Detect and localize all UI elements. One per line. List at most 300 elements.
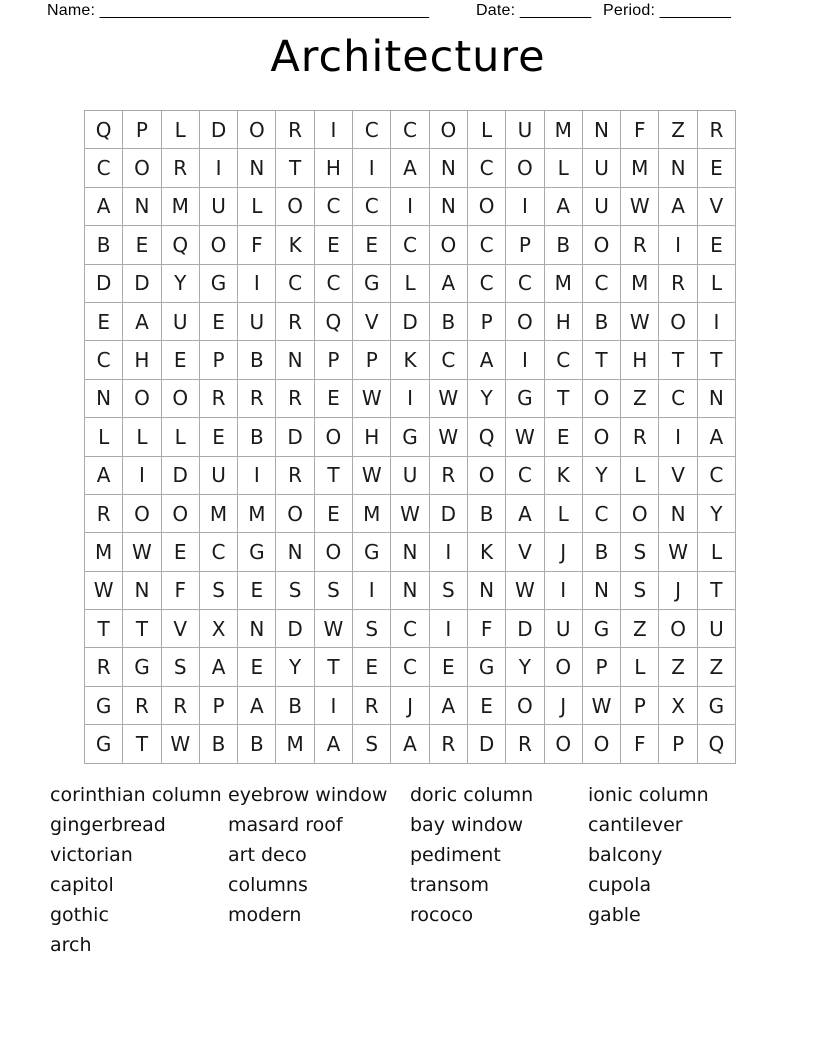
grid-cell: R: [429, 724, 468, 763]
grid-cell: U: [582, 187, 621, 226]
grid-cell: W: [390, 494, 429, 533]
grid-cell: P: [505, 225, 544, 264]
grid-cell: C: [84, 148, 123, 187]
grid-cell: C: [544, 340, 583, 379]
grid-cell: S: [429, 571, 468, 610]
grid-cell: M: [352, 494, 391, 533]
grid-cell: I: [505, 187, 544, 226]
grid-cell: C: [275, 264, 314, 303]
word-list-item: gingerbread: [50, 814, 166, 836]
grid-cell: P: [122, 110, 161, 149]
word-list-item: balcony: [588, 844, 663, 866]
grid-cell: A: [237, 686, 276, 725]
grid-cell: L: [467, 110, 506, 149]
word-list-item: cupola: [588, 874, 652, 896]
grid-cell: D: [199, 110, 238, 149]
grid-cell: R: [199, 379, 238, 418]
word-list-item: transom: [410, 874, 489, 896]
grid-cell: C: [582, 264, 621, 303]
grid-cell: X: [199, 609, 238, 648]
grid-cell: O: [122, 379, 161, 418]
grid-cell: N: [658, 148, 697, 187]
grid-cell: C: [658, 379, 697, 418]
grid-cell: V: [352, 302, 391, 341]
period-label: Period:: [603, 2, 656, 19]
word-list-item: corinthian column: [50, 784, 222, 806]
grid-cell: G: [352, 264, 391, 303]
grid-cell: O: [544, 724, 583, 763]
grid-cell: K: [467, 532, 506, 571]
grid-cell: W: [314, 609, 353, 648]
grid-cell: C: [582, 494, 621, 533]
grid-cell: W: [429, 417, 468, 456]
grid-cell: J: [544, 532, 583, 571]
grid-cell: G: [122, 647, 161, 686]
grid-cell: P: [199, 686, 238, 725]
grid-cell: H: [314, 148, 353, 187]
grid-cell: L: [544, 148, 583, 187]
grid-cell: C: [84, 340, 123, 379]
grid-cell: O: [275, 187, 314, 226]
grid-cell: G: [237, 532, 276, 571]
grid-cell: Y: [275, 647, 314, 686]
word-list-item: eyebrow window: [228, 784, 388, 806]
grid-cell: M: [84, 532, 123, 571]
grid-cell: D: [275, 417, 314, 456]
grid-cell: B: [467, 494, 506, 533]
grid-cell: R: [275, 110, 314, 149]
grid-cell: M: [237, 494, 276, 533]
grid-cell: N: [582, 110, 621, 149]
grid-cell: B: [582, 532, 621, 571]
grid-cell: H: [544, 302, 583, 341]
grid-cell: D: [390, 302, 429, 341]
grid-cell: B: [237, 417, 276, 456]
grid-cell: A: [390, 724, 429, 763]
grid-cell: L: [84, 417, 123, 456]
grid-cell: P: [467, 302, 506, 341]
grid-cell: I: [122, 456, 161, 495]
grid-cell: I: [237, 456, 276, 495]
grid-cell: L: [161, 417, 200, 456]
grid-cell: L: [161, 110, 200, 149]
grid-cell: R: [84, 647, 123, 686]
grid-cell: A: [199, 647, 238, 686]
grid-cell: T: [658, 340, 697, 379]
grid-cell: P: [199, 340, 238, 379]
grid-cell: A: [390, 148, 429, 187]
grid-cell: G: [84, 686, 123, 725]
word-list-item: arch: [50, 934, 92, 956]
grid-cell: E: [429, 647, 468, 686]
grid-cell: M: [199, 494, 238, 533]
grid-cell: Q: [697, 724, 736, 763]
grid-cell: Y: [161, 264, 200, 303]
grid-cell: C: [390, 225, 429, 264]
word-list-item: modern: [228, 904, 302, 926]
grid-cell: R: [620, 225, 659, 264]
grid-cell: O: [429, 225, 468, 264]
grid-cell: G: [390, 417, 429, 456]
grid-cell: T: [582, 340, 621, 379]
grid-cell: W: [620, 187, 659, 226]
grid-cell: O: [314, 532, 353, 571]
grid-cell: U: [544, 609, 583, 648]
grid-cell: C: [505, 456, 544, 495]
grid-cell: B: [582, 302, 621, 341]
grid-cell: U: [199, 456, 238, 495]
grid-cell: S: [620, 571, 659, 610]
grid-cell: E: [199, 417, 238, 456]
word-list-column: [410, 780, 533, 930]
word-list-item: gable: [588, 904, 641, 926]
word-list-item: art deco: [228, 844, 307, 866]
grid-cell: C: [352, 110, 391, 149]
grid-cell: C: [314, 187, 353, 226]
grid-cell: Y: [697, 494, 736, 533]
grid-cell: N: [84, 379, 123, 418]
word-list-item: doric column: [410, 784, 534, 806]
word-list-item: pediment: [410, 844, 501, 866]
period-field: [603, 2, 731, 20]
word-list-column: [50, 780, 222, 960]
grid-cell: C: [429, 340, 468, 379]
grid-cell: J: [658, 571, 697, 610]
grid-cell: I: [314, 686, 353, 725]
grid-cell: T: [122, 724, 161, 763]
grid-cell: E: [122, 225, 161, 264]
word-list-column: [588, 780, 709, 930]
grid-cell: Q: [161, 225, 200, 264]
grid-cell: R: [275, 379, 314, 418]
grid-cell: P: [620, 686, 659, 725]
grid-cell: E: [84, 302, 123, 341]
grid-cell: D: [429, 494, 468, 533]
grid-cell: G: [467, 647, 506, 686]
grid-cell: O: [620, 494, 659, 533]
grid-cell: N: [237, 148, 276, 187]
grid-cell: N: [429, 148, 468, 187]
grid-cell: G: [697, 686, 736, 725]
grid-cell: S: [161, 647, 200, 686]
grid-cell: C: [467, 225, 506, 264]
grid-cell: A: [467, 340, 506, 379]
word-list-column: [228, 780, 387, 930]
grid-cell: O: [505, 148, 544, 187]
grid-cell: A: [658, 187, 697, 226]
grid-cell: R: [237, 379, 276, 418]
grid-cell: T: [84, 609, 123, 648]
grid-cell: R: [429, 456, 468, 495]
grid-cell: G: [582, 609, 621, 648]
grid-cell: U: [390, 456, 429, 495]
grid-cell: G: [352, 532, 391, 571]
grid-cell: C: [199, 532, 238, 571]
grid-cell: A: [697, 417, 736, 456]
grid-cell: W: [620, 302, 659, 341]
grid-cell: A: [429, 686, 468, 725]
grid-cell: W: [84, 571, 123, 610]
grid-cell: C: [390, 647, 429, 686]
grid-cell: R: [352, 686, 391, 725]
grid-cell: W: [582, 686, 621, 725]
grid-cell: O: [161, 494, 200, 533]
grid-cell: R: [697, 110, 736, 149]
grid-cell: L: [237, 187, 276, 226]
grid-cell: W: [505, 417, 544, 456]
grid-cell: T: [122, 609, 161, 648]
grid-cell: U: [199, 187, 238, 226]
grid-cell: W: [658, 532, 697, 571]
grid-cell: D: [275, 609, 314, 648]
name-label: Name:: [47, 2, 96, 19]
grid-cell: R: [505, 724, 544, 763]
grid-cell: O: [467, 187, 506, 226]
grid-cell: V: [505, 532, 544, 571]
grid-cell: T: [314, 456, 353, 495]
grid-cell: S: [199, 571, 238, 610]
grid-cell: O: [314, 417, 353, 456]
grid-cell: A: [84, 187, 123, 226]
word-list-item: masard roof: [228, 814, 343, 836]
grid-cell: O: [122, 148, 161, 187]
grid-cell: C: [467, 148, 506, 187]
grid-cell: F: [620, 110, 659, 149]
grid-cell: N: [275, 340, 314, 379]
grid-cell: V: [697, 187, 736, 226]
grid-cell: M: [544, 110, 583, 149]
grid-cell: L: [697, 264, 736, 303]
grid-cell: E: [697, 225, 736, 264]
grid-cell: U: [237, 302, 276, 341]
grid-cell: M: [620, 148, 659, 187]
grid-cell: H: [122, 340, 161, 379]
grid-cell: N: [582, 571, 621, 610]
grid-cell: P: [314, 340, 353, 379]
grid-cell: R: [275, 456, 314, 495]
grid-cell: A: [505, 494, 544, 533]
grid-cell: Z: [658, 110, 697, 149]
grid-cell: I: [505, 340, 544, 379]
word-list-item: capitol: [50, 874, 114, 896]
word-list-item: columns: [228, 874, 308, 896]
grid-cell: N: [390, 532, 429, 571]
grid-cell: A: [122, 302, 161, 341]
grid-cell: W: [429, 379, 468, 418]
grid-cell: Q: [84, 110, 123, 149]
grid-cell: N: [467, 571, 506, 610]
grid-cell: S: [352, 724, 391, 763]
grid-cell: O: [275, 494, 314, 533]
grid-cell: R: [122, 686, 161, 725]
grid-cell: O: [237, 110, 276, 149]
grid-cell: B: [237, 724, 276, 763]
grid-cell: O: [582, 225, 621, 264]
grid-cell: E: [697, 148, 736, 187]
grid-cell: B: [84, 225, 123, 264]
grid-cell: E: [352, 647, 391, 686]
grid-cell: I: [352, 571, 391, 610]
grid-cell: W: [505, 571, 544, 610]
grid-cell: S: [275, 571, 314, 610]
word-search-grid: [84, 110, 735, 763]
grid-cell: B: [199, 724, 238, 763]
grid-cell: Y: [467, 379, 506, 418]
grid-cell: A: [314, 724, 353, 763]
word-list-item: bay window: [410, 814, 524, 836]
grid-cell: I: [429, 609, 468, 648]
grid-cell: K: [544, 456, 583, 495]
grid-cell: N: [275, 532, 314, 571]
grid-cell: O: [658, 609, 697, 648]
grid-cell: L: [620, 647, 659, 686]
grid-cell: C: [467, 264, 506, 303]
grid-cell: Q: [314, 302, 353, 341]
grid-cell: Y: [582, 456, 621, 495]
grid-cell: G: [84, 724, 123, 763]
grid-cell: E: [237, 571, 276, 610]
grid-cell: N: [658, 494, 697, 533]
grid-cell: U: [697, 609, 736, 648]
grid-cell: T: [544, 379, 583, 418]
grid-cell: H: [352, 417, 391, 456]
grid-cell: L: [620, 456, 659, 495]
grid-cell: C: [505, 264, 544, 303]
grid-cell: D: [161, 456, 200, 495]
grid-cell: X: [658, 686, 697, 725]
grid-cell: I: [697, 302, 736, 341]
grid-cell: W: [161, 724, 200, 763]
grid-cell: G: [199, 264, 238, 303]
grid-cell: Z: [658, 647, 697, 686]
grid-cell: M: [161, 187, 200, 226]
grid-cell: L: [390, 264, 429, 303]
grid-cell: E: [314, 494, 353, 533]
grid-cell: U: [161, 302, 200, 341]
grid-cell: N: [237, 609, 276, 648]
grid-cell: F: [620, 724, 659, 763]
grid-cell: B: [275, 686, 314, 725]
grid-cell: O: [582, 379, 621, 418]
grid-cell: O: [122, 494, 161, 533]
grid-cell: N: [122, 571, 161, 610]
grid-cell: V: [658, 456, 697, 495]
grid-cell: P: [582, 647, 621, 686]
grid-cell: M: [620, 264, 659, 303]
grid-cell: C: [390, 609, 429, 648]
grid-cell: D: [467, 724, 506, 763]
grid-cell: N: [390, 571, 429, 610]
grid-cell: B: [544, 225, 583, 264]
name-blank-line: _____________________________________: [99, 2, 430, 19]
grid-cell: Z: [620, 379, 659, 418]
grid-cell: O: [544, 647, 583, 686]
word-list-item: gothic: [50, 904, 109, 926]
word-list-item: cantilever: [588, 814, 683, 836]
grid-cell: I: [390, 379, 429, 418]
grid-cell: S: [352, 609, 391, 648]
grid-cell: J: [544, 686, 583, 725]
grid-cell: I: [314, 110, 353, 149]
grid-cell: E: [314, 225, 353, 264]
grid-cell: O: [467, 456, 506, 495]
grid-cell: I: [658, 225, 697, 264]
grid-cell: W: [122, 532, 161, 571]
grid-cell: I: [199, 148, 238, 187]
word-list-item: ionic column: [588, 784, 709, 806]
grid-cell: N: [122, 187, 161, 226]
grid-cell: A: [84, 456, 123, 495]
grid-cell: W: [352, 379, 391, 418]
grid-cell: A: [429, 264, 468, 303]
grid-cell: E: [467, 686, 506, 725]
grid-cell: T: [314, 647, 353, 686]
grid-cell: B: [429, 302, 468, 341]
grid-cell: D: [505, 609, 544, 648]
grid-cell: K: [390, 340, 429, 379]
grid-cell: E: [161, 340, 200, 379]
grid-cell: I: [544, 571, 583, 610]
grid-cell: O: [658, 302, 697, 341]
grid-cell: U: [505, 110, 544, 149]
grid-cell: C: [352, 187, 391, 226]
grid-cell: A: [544, 187, 583, 226]
grid-cell: I: [352, 148, 391, 187]
grid-cell: T: [697, 571, 736, 610]
grid-cell: L: [697, 532, 736, 571]
grid-cell: O: [582, 724, 621, 763]
grid-cell: C: [697, 456, 736, 495]
grid-cell: I: [429, 532, 468, 571]
grid-cell: J: [390, 686, 429, 725]
grid-cell: I: [658, 417, 697, 456]
grid-cell: Q: [467, 417, 506, 456]
grid-cell: E: [161, 532, 200, 571]
grid-cell: O: [161, 379, 200, 418]
grid-cell: F: [237, 225, 276, 264]
period-blank-line: ________: [659, 2, 731, 19]
grid-cell: Z: [620, 609, 659, 648]
grid-cell: O: [582, 417, 621, 456]
grid-cell: E: [314, 379, 353, 418]
grid-cell: W: [352, 456, 391, 495]
grid-cell: V: [161, 609, 200, 648]
grid-cell: C: [314, 264, 353, 303]
grid-cell: E: [352, 225, 391, 264]
grid-cell: I: [390, 187, 429, 226]
grid-cell: R: [161, 686, 200, 725]
grid-cell: P: [352, 340, 391, 379]
grid-cell: R: [161, 148, 200, 187]
grid-cell: U: [582, 148, 621, 187]
grid-cell: G: [505, 379, 544, 418]
grid-cell: T: [697, 340, 736, 379]
word-list-item: rococo: [410, 904, 474, 926]
grid-cell: E: [199, 302, 238, 341]
grid-cell: D: [84, 264, 123, 303]
grid-cell: O: [199, 225, 238, 264]
date-blank-line: ________: [519, 2, 592, 19]
grid-cell: O: [505, 686, 544, 725]
grid-cell: E: [237, 647, 276, 686]
grid-cell: R: [84, 494, 123, 533]
grid-cell: M: [275, 724, 314, 763]
grid-cell: T: [275, 148, 314, 187]
grid-cell: H: [620, 340, 659, 379]
grid-cell: Z: [697, 647, 736, 686]
grid-cell: S: [314, 571, 353, 610]
grid-cell: C: [390, 110, 429, 149]
